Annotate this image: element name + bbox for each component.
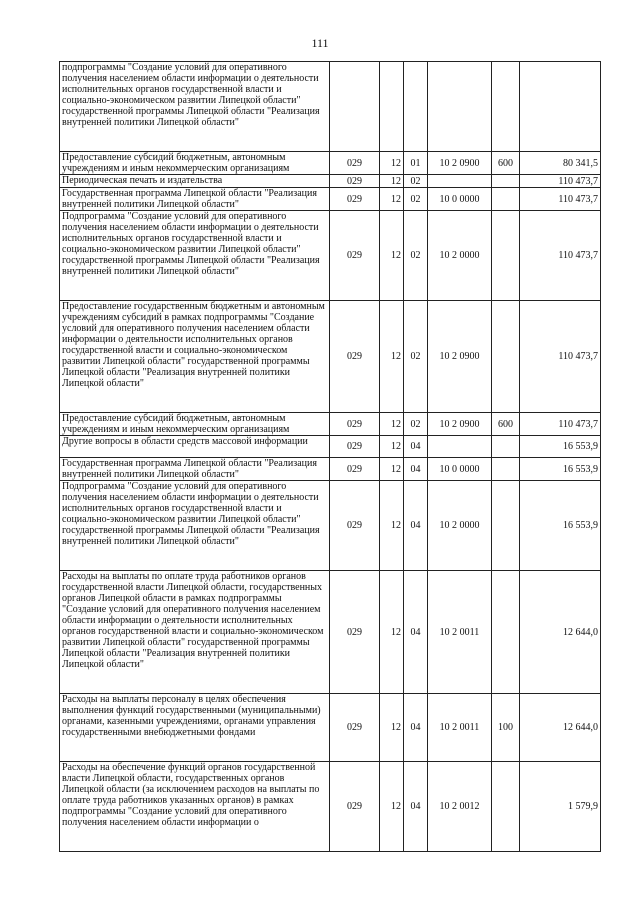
expense-type-cell: [492, 301, 520, 413]
section-code-cell: 12: [380, 436, 404, 458]
amount-cell: 110 473,7: [520, 188, 601, 211]
row-name-cell: Расходы на обеспечение функций органов государственной власти Липецкой области, государственных органов Липецкой области (за исключением расходов на выплаты по оплате труда работников указанных органов) в рамках подпрограммы "Создание условий для оперативного получения населением области информации о: [60, 762, 330, 852]
amount-cell: 1 579,9: [520, 762, 601, 852]
table-row: [60, 694, 601, 762]
table-row: [60, 481, 601, 571]
amount-cell: [520, 62, 601, 152]
ministry-code-cell: 029: [330, 571, 380, 694]
target-article-cell: 10 2 0000: [428, 211, 492, 301]
row-name-cell: Другие вопросы в области средств массовой информации: [60, 436, 330, 458]
row-name-cell: Расходы на выплаты по оплате труда работников органов государственной власти Липецкой области, государственных органов Липецкой области в рамках подпрограммы "Создание условий для оперативного получения населением области информации о деятельности исполнительных органов государственной власти и социально-экономическом развитии Липецкой области" государственной программы Липецкой области "Реализация внутренней политики Липецкой области": [60, 571, 330, 694]
subsection-code-cell: 02: [404, 188, 428, 211]
expense-type-cell: 600: [492, 413, 520, 436]
expense-type-cell: 100: [492, 694, 520, 762]
table-row: [60, 211, 601, 301]
section-code-cell: 12: [380, 413, 404, 436]
table-row: [60, 458, 601, 481]
subsection-code-cell: 04: [404, 694, 428, 762]
section-code-cell: 12: [380, 152, 404, 175]
table-row: [60, 188, 601, 211]
subsection-code-cell: 02: [404, 211, 428, 301]
subsection-code-cell: 04: [404, 481, 428, 571]
section-code-cell: 12: [380, 571, 404, 694]
expense-type-cell: [492, 62, 520, 152]
ministry-code-cell: 029: [330, 436, 380, 458]
target-article-cell: 10 0 0000: [428, 188, 492, 211]
budget-table: [59, 61, 601, 852]
subsection-code-cell: 04: [404, 571, 428, 694]
amount-cell: 16 553,9: [520, 458, 601, 481]
amount-cell: 80 341,5: [520, 152, 601, 175]
section-code-cell: 12: [380, 762, 404, 852]
table-row: [60, 436, 601, 458]
expense-type-cell: [492, 188, 520, 211]
target-article-cell: [428, 175, 492, 188]
expense-type-cell: [492, 458, 520, 481]
subsection-code-cell: 04: [404, 436, 428, 458]
table-row: [60, 571, 601, 694]
ministry-code-cell: [330, 62, 380, 152]
target-article-cell: [428, 62, 492, 152]
section-code-cell: 12: [380, 458, 404, 481]
ministry-code-cell: 029: [330, 458, 380, 481]
expense-type-cell: [492, 571, 520, 694]
expense-type-cell: [492, 481, 520, 571]
table-row: [60, 762, 601, 852]
subsection-code-cell: 02: [404, 175, 428, 188]
subsection-code-cell: 02: [404, 301, 428, 413]
target-article-cell: 10 2 0900: [428, 413, 492, 436]
row-name-cell: Государственная программа Липецкой области "Реализация внутренней политики Липецкой области": [60, 458, 330, 481]
subsection-code-cell: 01: [404, 152, 428, 175]
amount-cell: 110 473,7: [520, 211, 601, 301]
row-name-cell: подпрограммы "Создание условий для оперативного получения населением области информации о деятельности исполнительных органов государственной власти и социально-экономическом развитии Липецкой области" государственной программы Липецкой области "Реализация внутренней политики Липецкой области": [60, 62, 330, 152]
subsection-code-cell: 04: [404, 458, 428, 481]
amount-cell: 110 473,7: [520, 175, 601, 188]
row-name-cell: Предоставление субсидий бюджетным, автономным учреждениям и иным некоммерческим организациям: [60, 152, 330, 175]
row-name-cell: Подпрограмма "Создание условий для оперативного получения населением области информации о деятельности исполнительных органов государственной власти и социально-экономическом развитии Липецкой области" государственной программы Липецкой области "Реализация внутренней политики Липецкой области": [60, 481, 330, 571]
row-name-cell: Подпрограмма "Создание условий для оперативного получения населением области информации о деятельности исполнительных органов государственной власти и социально-экономическом развитии Липецкой области" государственной программы Липецкой области "Реализация внутренней политики Липецкой области": [60, 211, 330, 301]
table-row: [60, 152, 601, 175]
row-name-cell: Расходы на выплаты персоналу в целях обеспечения выполнения функций государственными (муниципальными) органами, казенными учреждениями, органами управления государственными внебюджетными фондами: [60, 694, 330, 762]
ministry-code-cell: 029: [330, 301, 380, 413]
expense-type-cell: [492, 175, 520, 188]
subsection-code-cell: 02: [404, 413, 428, 436]
ministry-code-cell: 029: [330, 762, 380, 852]
target-article-cell: 10 0 0000: [428, 458, 492, 481]
table-row: [60, 62, 601, 152]
target-article-cell: 10 2 0000: [428, 481, 492, 571]
amount-cell: 110 473,7: [520, 413, 601, 436]
table-row: [60, 175, 601, 188]
amount-cell: 110 473,7: [520, 301, 601, 413]
expense-type-cell: 600: [492, 152, 520, 175]
ministry-code-cell: 029: [330, 481, 380, 571]
target-article-cell: 10 2 0011: [428, 571, 492, 694]
ministry-code-cell: 029: [330, 188, 380, 211]
table-row: [60, 301, 601, 413]
target-article-cell: 10 2 0900: [428, 152, 492, 175]
page-number: 111: [311, 36, 329, 50]
row-name-cell: Периодическая печать и издательства: [60, 175, 330, 188]
table-row: [60, 413, 601, 436]
row-name-cell: Государственная программа Липецкой области "Реализация внутренней политики Липецкой области": [60, 188, 330, 211]
ministry-code-cell: 029: [330, 413, 380, 436]
section-code-cell: [380, 62, 404, 152]
ministry-code-cell: 029: [330, 175, 380, 188]
amount-cell: 16 553,9: [520, 436, 601, 458]
section-code-cell: 12: [380, 175, 404, 188]
expense-type-cell: [492, 211, 520, 301]
row-name-cell: Предоставление государственным бюджетным и автономным учреждениям субсидий в рамках подпрограммы "Создание условий для оперативного получения населением области информации о деятельности исполнительных органов государственной власти и социально-экономическом развитии Липецкой области" государственной программы Липецкой области "Реализация внутренней политики Липецкой области": [60, 301, 330, 413]
subsection-code-cell: [404, 62, 428, 152]
ministry-code-cell: 029: [330, 211, 380, 301]
section-code-cell: 12: [380, 211, 404, 301]
ministry-code-cell: 029: [330, 152, 380, 175]
expense-type-cell: [492, 762, 520, 852]
amount-cell: 12 644,0: [520, 694, 601, 762]
section-code-cell: 12: [380, 694, 404, 762]
target-article-cell: 10 2 0012: [428, 762, 492, 852]
target-article-cell: 10 2 0900: [428, 301, 492, 413]
target-article-cell: 10 2 0011: [428, 694, 492, 762]
row-name-cell: Предоставление субсидий бюджетным, автономным учреждениям и иным некоммерческим организациям: [60, 413, 330, 436]
amount-cell: 12 644,0: [520, 571, 601, 694]
amount-cell: 16 553,9: [520, 481, 601, 571]
target-article-cell: [428, 436, 492, 458]
subsection-code-cell: 04: [404, 762, 428, 852]
section-code-cell: 12: [380, 188, 404, 211]
section-code-cell: 12: [380, 481, 404, 571]
section-code-cell: 12: [380, 301, 404, 413]
ministry-code-cell: 029: [330, 694, 380, 762]
expense-type-cell: [492, 436, 520, 458]
